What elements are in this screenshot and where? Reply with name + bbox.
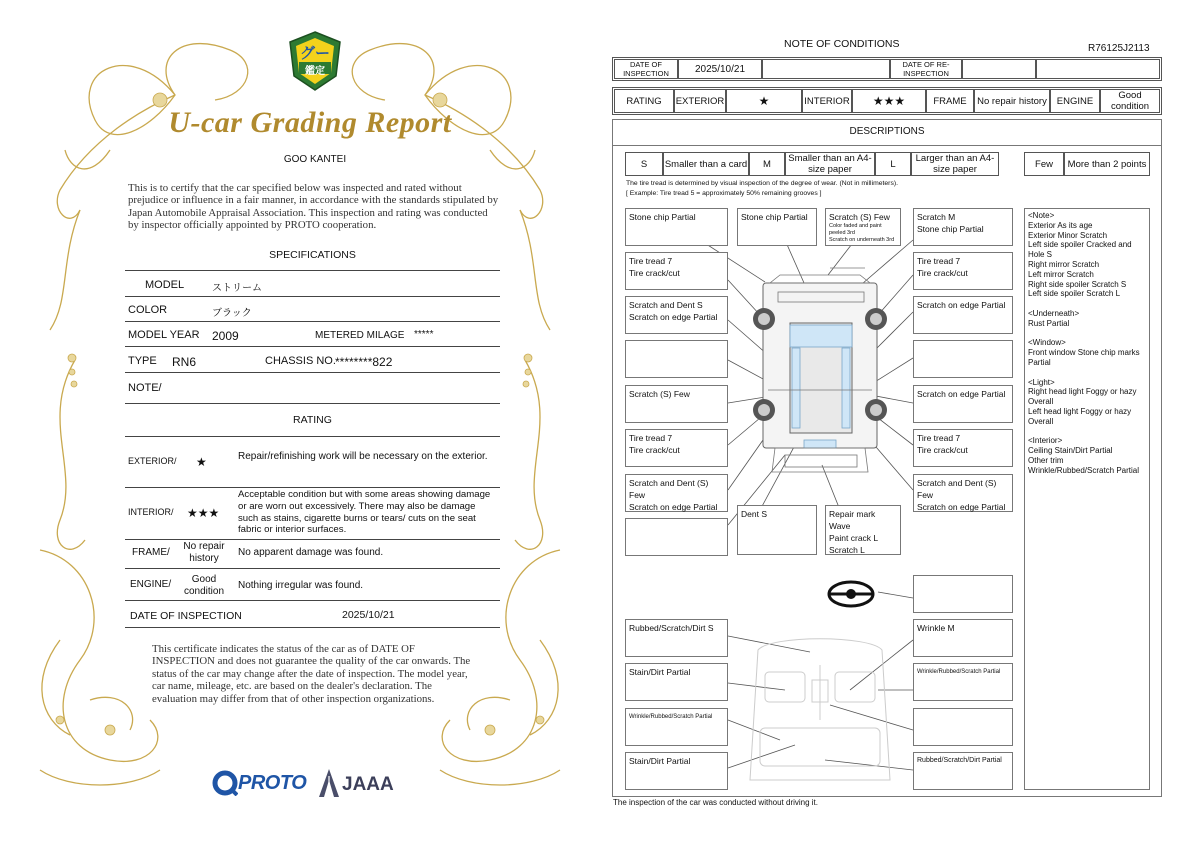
proto-logo-text: PROTO [238, 772, 307, 794]
certificate-subtitle: GOO KANTEI [283, 154, 347, 165]
legend-m-desc: Smaller than an A4-size paper [785, 152, 875, 176]
legend-s: S [625, 152, 663, 176]
exterior-stars: ★ [196, 455, 207, 469]
certificate-disclaimer: This certificate indicates the status of the car as of DATE OF INSPECTION and does not guarantee the quality of the car onwards. The status of the car may change after the date of inspection. The model year, car name, mileage, etc. are based on the dealer's declaration. The evaluation may differ from that of other inspection organizations. [152, 643, 471, 705]
jaaa-logo-text: JAAA [342, 774, 394, 795]
engine-description: Nothing irregular was found. [238, 580, 364, 591]
date-of-inspection-label: DATE OF INSPECTION [130, 610, 242, 622]
interior-box-left-door-trim: Stain/Dirt Partial [625, 663, 728, 701]
tire-tread-note: The tire tread is determined by visual inspection of the degree of wear. (Not in millimeters). [626, 180, 898, 187]
interior-box-rear-trim: Rubbed/Scratch/Dirt Partial [913, 752, 1013, 790]
damage-box-right-front-door [913, 340, 1013, 378]
exterior-description: Repair/refinishing work will be necessary on the exterior. [238, 451, 488, 462]
sheet-footer: The inspection of the car was conducted without driving it. [613, 798, 818, 807]
tire-tread-example: [ Example: Tire tread 5 = approximately 50% remaining grooves ] [626, 190, 822, 197]
badge-text: 鑑定 [305, 66, 325, 77]
exterior-label: EXTERIOR [674, 89, 726, 113]
exterior-label: EXTERIOR/ [128, 456, 177, 466]
chassis-label: CHASSIS NO. [265, 355, 336, 367]
svg-text:グー: グー [299, 44, 331, 62]
damage-box-rear-left: Dent S [737, 505, 817, 555]
damage-box-tire-rear-right: Tire tread 7 Tire crack/cut [913, 429, 1013, 467]
damage-box-tire-rear-left: Tire tread 7 Tire crack/cut [625, 429, 728, 467]
frame-value: No repair history [183, 541, 225, 564]
note-label: NOTE/ [128, 382, 162, 394]
metered-mileage-value: ***** [414, 329, 434, 340]
model-value: ストリーム [212, 283, 262, 294]
damage-box-tire-front-left: Tire tread 7 Tire crack/cut [625, 252, 728, 290]
rating-label: RATING [614, 89, 674, 113]
interior-box-front-seat: Wrinkle M [913, 619, 1013, 657]
model-year-label: MODEL YEAR [128, 329, 200, 341]
legend-m: M [749, 152, 785, 176]
legend-few: Few [1024, 152, 1064, 176]
frame-description: No apparent damage was found. [238, 547, 384, 558]
certificate-intro: This is to certify that the car specified below was inspected and rated without prejudice or influence in a fair manner, in accordance with the standards stipulated by Japan Automobile Appraisal Association. This inspection and rating was conducted by inspector officially appointed by PROTO cooperation. [128, 182, 499, 232]
front-detail-1: Color faded and paint peeled 3rd [829, 223, 882, 236]
damage-box-right-rear-quarter: Scratch and Dent (S) Few Scratch on edge Partial [913, 474, 1013, 512]
interior-box-console [913, 708, 1013, 746]
damage-box-left-rear-quarter: Scratch and Dent (S) Few Scratch on edge Partial [625, 474, 728, 512]
proto-logo-icon [212, 770, 238, 796]
interior-box-rear-seat: Stain/Dirt Partial [625, 752, 728, 790]
steering-wheel-icon [829, 582, 873, 606]
frame-value: No repair history [974, 89, 1050, 113]
interior-box-ceiling: Rubbed/Scratch/Dirt S [625, 619, 728, 657]
legend-s-desc: Smaller than a card [663, 152, 749, 176]
jaaa-logo-icon [318, 768, 340, 798]
reinspection-label: DATE OF RE-INSPECTION [890, 59, 962, 79]
frame-label: FRAME/ [132, 547, 170, 558]
exterior-stars: ★ [726, 89, 802, 113]
interior-label: INTERIOR/ [128, 507, 174, 517]
type-label: TYPE [128, 355, 157, 367]
engine-label: ENGINE/ [130, 579, 172, 590]
legend-l-desc: Larger than an A4-size paper [911, 152, 999, 176]
damage-box-front-left: Stone chip Partial [737, 208, 817, 246]
interior-box-left-trim: Wrinkle/Rubbed/Scratch Partial [625, 708, 728, 746]
interior-box-right-door-trim: Wrinkle/Rubbed/Scratch Partial [913, 663, 1013, 701]
front-detail-2: Scratch on underneath 3rd [829, 237, 895, 243]
interior-box-steering [913, 575, 1013, 613]
type-value: RN6 [172, 355, 197, 369]
interior-stars: ★★★ [187, 506, 220, 520]
damage-box-right-front-fender: Scratch on edge Partial [913, 296, 1013, 334]
damage-box-front-left-corner: Stone chip Partial [625, 208, 728, 246]
color-label: COLOR [128, 304, 168, 316]
damage-box-left-front-door [625, 340, 728, 378]
damage-box-rear: Repair mark Wave Paint crack L Scratch L [825, 505, 901, 555]
damage-box-right-rear-door: Scratch on edge Partial [913, 385, 1013, 423]
metered-mileage-label: METERED MILAGE [315, 330, 405, 341]
damage-box-tire-front-right: Tire tread 7 Tire crack/cut [913, 252, 1013, 290]
damage-box-front [825, 208, 901, 246]
interior-description: Acceptable condition but with some areas showing damage or are worn out excessively. There may also be damage such as stains, cigarette burns or tears/ cuts on the seat fabric or interior surfaces. [238, 489, 491, 536]
legend-l: L [875, 152, 911, 176]
engine-value: Good condition [1100, 89, 1160, 113]
date-of-inspection-label: DATE OF INSPECTION [614, 59, 678, 79]
color-value: ブラック [212, 308, 252, 319]
frame-label: FRAME [926, 89, 974, 113]
certificate-title: U-car Grading Report [168, 106, 452, 139]
interior-stars: ★★★ [852, 89, 926, 113]
date-of-inspection-value: 2025/10/21 [342, 609, 395, 621]
damage-box-front-right: Scratch M Stone chip Partial [913, 208, 1013, 246]
rating-heading: RATING [293, 414, 332, 426]
notes-panel: <Note> Exterior As its age Exterior Minor Scratch Left side spoiler Cracked and Hole S Right mirror Scratch Left mirror Scratch Right side spoiler Scratch S Left side spoiler Scratch L <Underneath> Rust Partial <Window> Front window Stone chip marks Partial <Light> Right head light Foggy or hazy Overall Left head light Foggy or hazy Overall <Interior> Ceiling Stain/Dirt Partial Other trim Wrinkle/Rubbed/Scratch Partial [1024, 208, 1150, 790]
damage-box-left-rear-door: Scratch (S) Few [625, 385, 728, 423]
date-of-inspection-value: 2025/10/21 [678, 59, 762, 79]
damage-box-rear-left-corner [625, 518, 728, 556]
note-of-conditions-sheet [600, 0, 1200, 848]
sheet-reference-number: R76125J2113 [1088, 43, 1150, 54]
engine-label: ENGINE [1050, 89, 1100, 113]
model-label: MODEL [145, 279, 185, 291]
specifications-heading: SPECIFICATIONS [269, 249, 356, 261]
descriptions-heading: DESCRIPTIONS [849, 126, 925, 137]
damage-box-left-front-fender: Scratch and Dent S Scratch on edge Partial [625, 296, 728, 334]
sheet-title: NOTE OF CONDITIONS [784, 38, 900, 50]
goo-kantei-badge-icon [286, 30, 344, 92]
engine-value: Good condition [183, 574, 225, 597]
chassis-value: ********822 [335, 355, 393, 369]
model-year-value: 2009 [212, 329, 239, 343]
interior-label: INTERIOR [802, 89, 852, 113]
front-primary: Scratch (S) Few [829, 212, 890, 222]
legend-few-desc: More than 2 points [1064, 152, 1150, 176]
